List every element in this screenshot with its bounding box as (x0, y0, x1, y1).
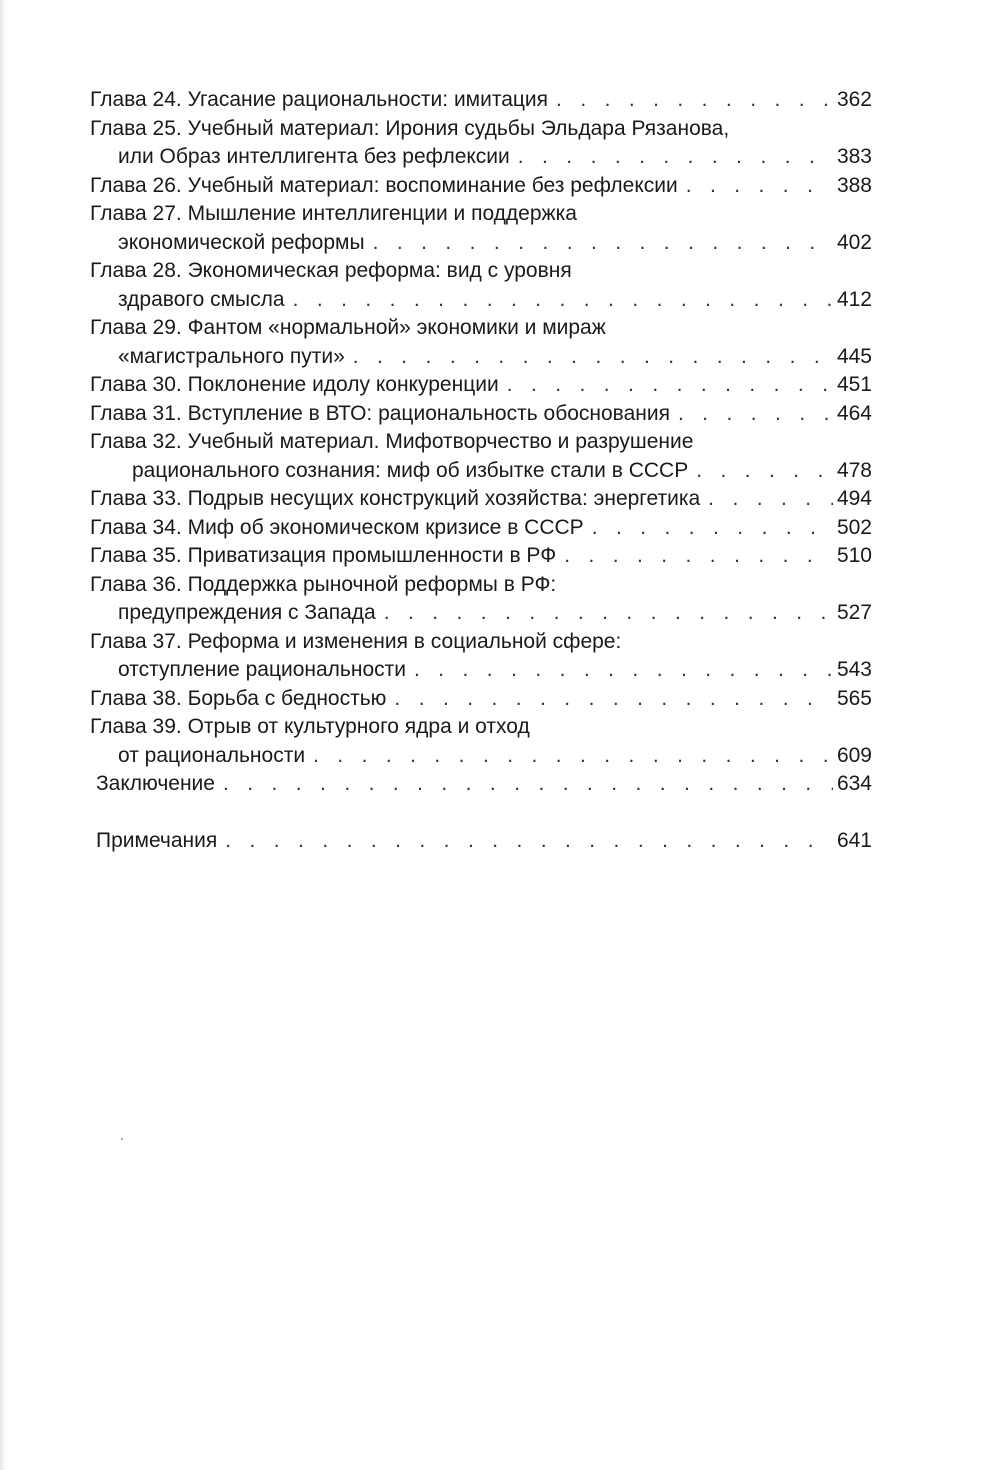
toc-entry-title: Глава 27. Мышление интеллигенции и поддержка (90, 202, 577, 225)
toc-entry-title: Глава 39. Отрыв от культурного ядра и отход (90, 715, 530, 738)
toc-entry-conclusion[interactable] (90, 770, 872, 799)
toc-entry-chapter-26[interactable] (90, 172, 872, 201)
toc-entry-page: 383 (836, 145, 872, 168)
toc-entry-page: 641 (836, 828, 872, 852)
toc-entry-title-continuation: отступление рациональности (118, 658, 406, 681)
toc-entry-chapter-35[interactable] (90, 542, 872, 571)
toc-entry-title: Глава 32. Учебный материал. Мифотворчество и разрушение (90, 430, 694, 453)
dot-leader (293, 286, 833, 315)
dot-leader (518, 143, 833, 172)
toc-entry-title: Глава 36. Поддержка рыночной реформы в РФ: (90, 572, 557, 596)
toc-entry-title: Глава 35. Приватизация промышленности в РФ (90, 544, 557, 567)
toc-entry-title-continuation: рационального сознания: миф об избытке стали в СССР (132, 458, 689, 482)
toc-entry-title-continuation: экономической реформы (118, 230, 365, 254)
table-of-contents (90, 86, 872, 855)
toc-entry-page: 445 (836, 344, 872, 368)
toc-entry-chapter-31[interactable] (90, 400, 872, 429)
toc-entry-title-continuation: предупреждения с Запада (118, 601, 376, 624)
dot-leader (686, 172, 833, 201)
scan-speck (121, 1138, 123, 1140)
toc-entry-title: Глава 34. Миф об экономическом кризисе в СССР (90, 515, 584, 539)
toc-entry-page: 565 (836, 686, 872, 710)
toc-entry-chapter-38[interactable] (90, 685, 872, 714)
dot-leader (696, 457, 833, 486)
toc-entry-title-continuation: от рациональности (118, 743, 306, 767)
toc-entry-page: 527 (836, 601, 872, 624)
toc-entry-title: Заключение (96, 772, 215, 795)
toc-entry-page: 451 (836, 373, 872, 396)
toc-entry-page: 609 (836, 743, 872, 767)
dot-leader (678, 400, 833, 429)
toc-entry-chapter-25[interactable] (90, 115, 872, 172)
toc-entry-page: 634 (836, 772, 872, 795)
toc-entry-title: Глава 37. Реформа и изменения в социальной сфере: (90, 629, 622, 653)
toc-entry-title: Глава 33. Подрыв несущих конструкций хозяйства: энергетика (90, 487, 701, 510)
dot-leader (592, 514, 833, 543)
toc-entry-title: Глава 38. Борьба с бедностью (90, 686, 387, 710)
toc-entry-title-continuation: или Образ интеллигента без рефлексии (118, 145, 510, 168)
toc-entry-chapter-27[interactable] (90, 200, 872, 257)
toc-entry-page: 388 (836, 173, 872, 197)
toc-entry-title: Глава 25. Учебный материал: Ирония судьбы Эльдара Рязанова, (90, 116, 730, 140)
toc-entry-chapter-39[interactable] (90, 713, 872, 770)
dot-leader (313, 742, 833, 771)
toc-entry-page: 412 (836, 287, 872, 311)
toc-entry-title: Глава 24. Угасание рациональности: имитация (90, 88, 549, 111)
dot-leader (708, 485, 833, 514)
dot-leader (414, 656, 833, 685)
toc-entry-chapter-24[interactable] (90, 86, 872, 115)
dot-leader (564, 542, 833, 571)
dot-leader (353, 343, 833, 372)
toc-entry-title: Глава 30. Поклонение идолу конкуренции (90, 373, 499, 396)
dot-leader (225, 827, 833, 856)
toc-entry-page: 502 (836, 515, 872, 539)
toc-entry-chapter-32[interactable] (90, 428, 872, 485)
dot-leader (384, 599, 833, 628)
toc-entry-title-continuation: «магистрального пути» (118, 344, 345, 368)
toc-entry-title: Примечания (96, 828, 218, 852)
dot-leader (373, 229, 833, 258)
toc-entry-title: Глава 26. Учебный материал: воспоминание без рефлексии (90, 173, 678, 197)
toc-entry-page: 478 (836, 458, 872, 482)
toc-entry-page: 494 (836, 487, 872, 510)
toc-entry-chapter-36[interactable] (90, 571, 872, 628)
toc-entry-page: 464 (836, 401, 872, 425)
toc-entry-page: 362 (836, 88, 872, 111)
toc-entry-title-continuation: здравого смысла (118, 287, 285, 311)
toc-entry-chapter-34[interactable] (90, 514, 872, 543)
toc-entry-chapter-37[interactable] (90, 628, 872, 685)
toc-entry-title: Глава 29. Фантом «нормальной» экономики и мираж (90, 316, 606, 339)
dot-leader (223, 770, 833, 799)
toc-entry-title: Глава 28. Экономическая реформа: вид с уровня (90, 259, 572, 282)
dot-leader (394, 685, 833, 714)
dot-leader (556, 86, 833, 115)
toc-entry-page: 402 (836, 230, 872, 254)
dot-leader (507, 371, 833, 400)
page-edge-shadow (0, 0, 6, 1470)
toc-entry-notes[interactable] (90, 827, 872, 856)
toc-entry-page: 543 (836, 658, 872, 681)
toc-entry-chapter-28[interactable] (90, 257, 872, 314)
toc-entry-chapter-33[interactable] (90, 485, 872, 514)
toc-entry-page: 510 (836, 544, 872, 567)
toc-entry-title: Глава 31. Вступление в ВТО: рациональность обоснования (90, 401, 670, 425)
toc-entry-chapter-29[interactable] (90, 314, 872, 371)
toc-entry-chapter-30[interactable] (90, 371, 872, 400)
